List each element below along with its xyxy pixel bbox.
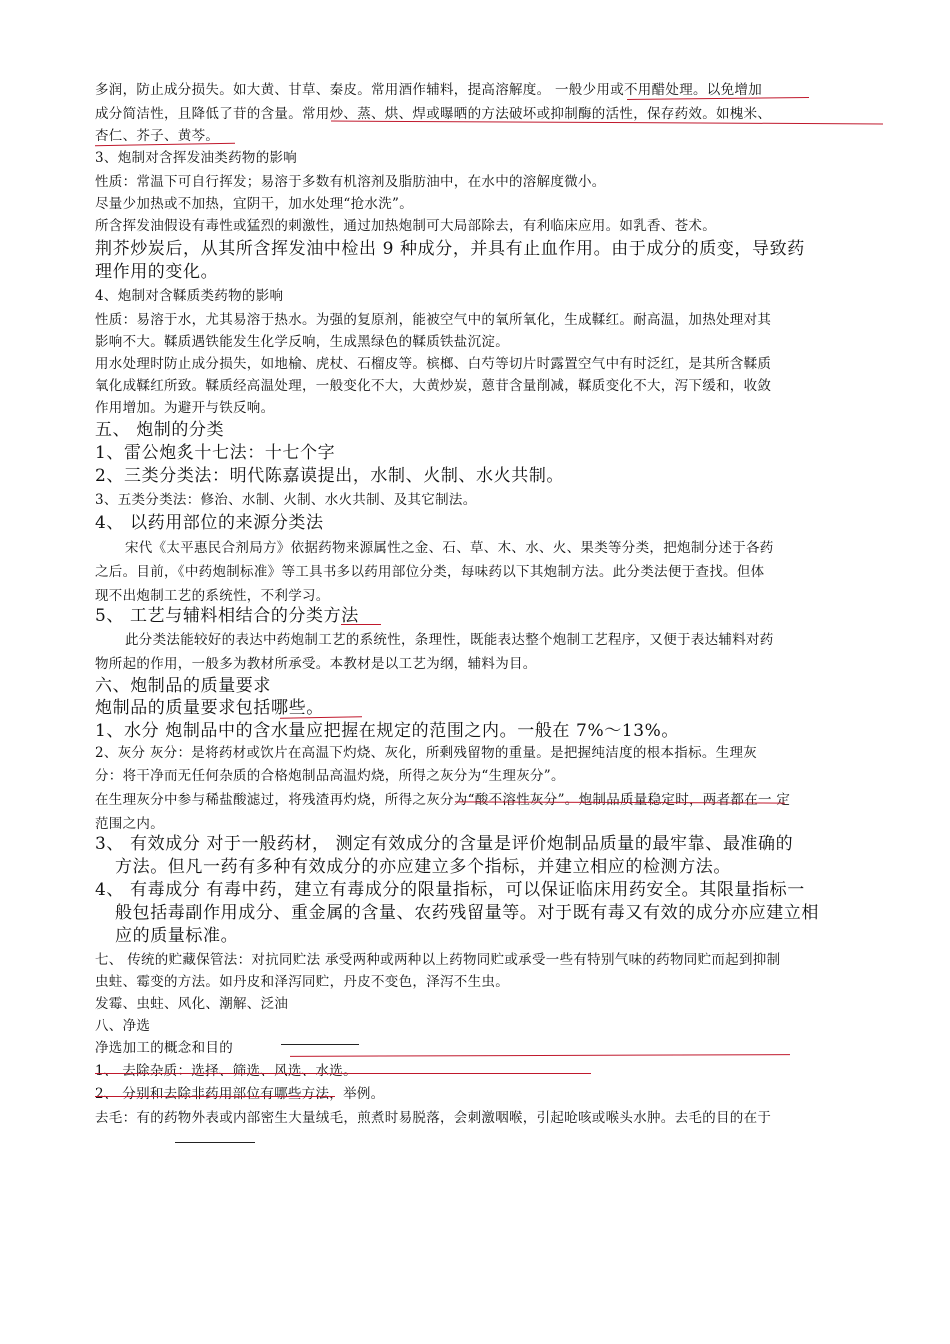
text-line: 1、水分 炮制品中的含水量应把握在规定的范围之内。一般在 7%～13%。: [95, 721, 679, 741]
section-heading: 五、 炮制的分类: [95, 420, 225, 440]
section-heading: 3、炮制对含挥发油类药物的影响: [95, 150, 298, 166]
red-underline-mark: [341, 624, 381, 625]
red-strike-mark: [95, 1096, 335, 1097]
section-heading: 六、炮制品的质量要求: [95, 676, 271, 696]
black-underline-mark: [281, 1044, 359, 1045]
section-heading: 八、净选: [95, 1018, 151, 1034]
text-line: 荆芥炒炭后，从其所含挥发油中检出 9 种成分，并具有止血作用。由于成分的质变，导致药: [95, 239, 805, 259]
text-line: 4、 以药用部位的来源分类法: [95, 513, 324, 533]
text-line: 2、 分别和去除非药用部位有哪些方法，举例。: [95, 1086, 385, 1102]
text-line: 杏仁、芥子、黄芩。: [95, 128, 220, 144]
text-line: 性质：易溶于水，尤其易溶于热水。为强的复原剂，能被空气中的氧所氧化，生成鞣红。耐高温，加热处理对其: [95, 312, 772, 328]
text-line: 3、 有效成分 对于一般药材， 测定有效成分的含量是评价炮制品质量的最牢靠、最准确的: [95, 834, 794, 854]
text-line: 成分简洁性，且降低了苷的含量。常用炒、蒸、烘、焊或曝晒的方法破坏或抑制酶的活性，保存药效。如槐米、: [95, 106, 772, 122]
text-line: 炮制品的质量要求包括哪些。: [95, 698, 324, 718]
text-line: 4、 有毒成分 有毒中药，建立有毒成分的限量指标，可以保证临床用药安全。其限量指标一: [95, 880, 805, 900]
text-line: 理作用的变化。: [95, 262, 219, 282]
text-line: 净选加工的概念和目的: [95, 1040, 233, 1056]
text-line: 尽量少加热或不加热，宜阴干，加水处理“抢水洗”。: [95, 196, 414, 212]
text-line: 之后。目前，《中药炮制标准》等工具书多以药用部位分类，每味药以下其炮制方法。此分类法便于查找。但体: [95, 564, 765, 580]
text-line: 虫蛀、霉变的方法。如丹皮和泽泻同贮，丹皮不变色，泽泻不生虫。: [95, 974, 509, 990]
text-line: 3、五类分类法：修治、水制、火制、水火共制、及其它制法。: [95, 492, 477, 508]
text-line: 宋代《太平惠民合剂局方》依据药物来源属性之金、石、草、木、水、火、果类等分类，把炮制分述于各药: [125, 540, 774, 556]
text-line: 5、 工艺与辅料相结合的分类方法: [95, 606, 359, 626]
text-line: 应的质量标准。: [115, 926, 239, 946]
text-line: 1、雷公炮炙十七法：十七个字: [95, 443, 336, 463]
text-line: 般包括毒副作用成分、重金属的含量、农药残留量等。对于既有毒又有效的成分亦应建立相: [115, 903, 819, 923]
text-line: 用水处理时防止成分损失，如地榆、虎杖、石榴皮等。槟榔、白芍等切片时露置空气中有时泛红，是其所含鞣质: [95, 356, 772, 372]
text-line: 去毛：有的药物外表或内部密生大量绒毛，煎煮时易脱落，会刺激咽喉，引起呛咳或喉头水肿。去毛的目的在于: [95, 1110, 772, 1126]
text-line: 性质：常温下可自行挥发；易溶于多数有机溶剂及脂肪油中，在水中的溶解度微小。: [95, 174, 606, 190]
text-line: 所含挥发油假设有毒性或猛烈的刺激性，通过加热炮制可大局部除去，有利临床应用。如乳香、苍术。: [95, 218, 716, 234]
text-line: 1、 去除杂质：选择、筛选、风选、水选。: [95, 1063, 357, 1079]
text-line: 方法。但凡一药有多种有效成分的亦应建立多个指标，并建立相应的检测方法。: [115, 857, 731, 877]
text-line: 现不出炮制工艺的系统性，不利学习。: [95, 588, 330, 604]
text-line: 氧化成鞣红所致。鞣质经高温处理，一般变化不大，大黄炒炭，蒽苷含量削减，鞣质变化不大，泻下缓和，收敛: [95, 378, 772, 394]
text-line: 范围之内。: [95, 816, 164, 832]
text-line: 此分类法能较好的表达中药炮制工艺的系统性，条理性，既能表达整个炮制工艺程序，又便于表达辅料对药: [125, 632, 774, 648]
text-line: 2、三类分类法：明代陈嘉谟提出，水制、火制、水火共制。: [95, 466, 565, 486]
black-underline-mark: [175, 1142, 255, 1143]
red-underline-mark: [331, 121, 883, 125]
text-line: 在生理灰分中参与稀盐酸滤过，将残渣再灼烧，所得之灰分为“酸不溶性灰分”。炮制品质量稳定时，两者都在一 定: [95, 792, 791, 808]
text-line: 2、灰分 灰分：是将药材或饮片在高温下灼烧、灰化，所剩残留物的重量。是把握纯洁度的根本指标。生理灰: [95, 745, 758, 761]
red-underline-mark: [280, 716, 362, 718]
text-line: 七、 传统的贮藏保管法：对抗同贮法 承受两种或两种以上药物同贮或承受一些有特别气味的药物同贮而起到抑制: [95, 952, 781, 968]
text-line: 发霉、虫蛀、风化、潮解、泛油: [95, 996, 289, 1012]
red-underline-mark: [290, 1054, 790, 1057]
text-line: 作用增加。为避开与铁反响。: [95, 400, 275, 416]
text-line: 物所起的作用，一般多为教材所承受。本教材是以工艺为纲，辅料为目。: [95, 656, 537, 672]
text-line: 影响不大。鞣质遇铁能发生化学反响，生成黑绿色的鞣质铁盐沉淀。: [95, 334, 509, 350]
text-line: 多润，防止成分损失。如大黄、甘草、秦皮。常用酒作辅料，提高溶解度。 一般少用或不用醋处理。以免增加: [95, 82, 762, 98]
red-strike-mark: [95, 1073, 591, 1074]
text-line: 分：将干净而无任何杂质的合格炮制品高温灼烧，所得之灰分为“生理灰分”。: [95, 768, 565, 784]
section-heading: 4、炮制对含鞣质类药物的影响: [95, 288, 284, 304]
